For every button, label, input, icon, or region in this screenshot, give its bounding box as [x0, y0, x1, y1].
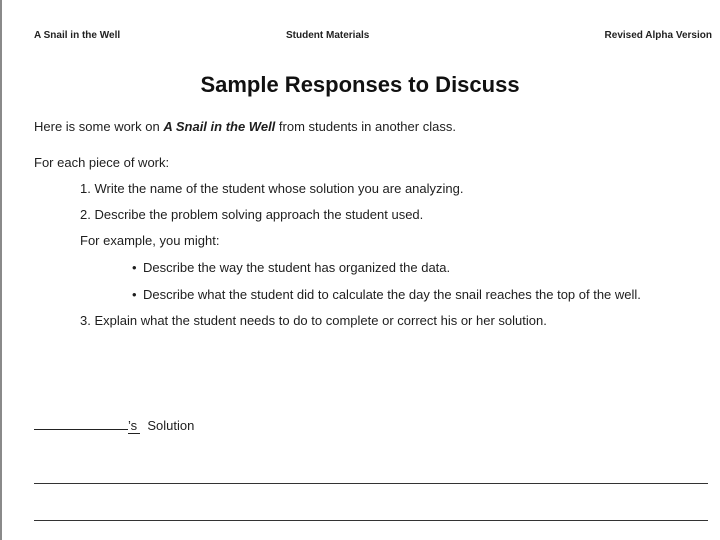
- header-lesson-title: A Snail in the Well: [34, 30, 121, 41]
- possessive-suffix: ’s: [128, 418, 140, 434]
- answer-line[interactable]: [34, 483, 708, 484]
- student-name-blank[interactable]: [34, 418, 128, 430]
- bullet-icon: •: [132, 260, 137, 275]
- for-each-heading: For each piece of work:: [34, 155, 170, 170]
- step-1: 1. Write the name of the student whose solution you are analyzing.: [80, 181, 464, 196]
- intro-suffix: from students in another class.: [275, 119, 456, 134]
- example-label: For example, you might:: [80, 233, 220, 248]
- bullet-item: [132, 260, 450, 275]
- solution-label: Solution: [147, 418, 195, 433]
- bullet-text: Describe what the student did to calculate the day the snail reaches the top of the well.: [143, 287, 641, 302]
- step-2: 2. Describe the problem solving approach the student used.: [80, 207, 424, 222]
- header-version-label: Revised Alpha Version: [604, 30, 712, 41]
- intro-text: [34, 119, 456, 134]
- bullet-text: Describe the way the student has organized the data.: [143, 260, 451, 275]
- page-header: [34, 30, 712, 44]
- solution-heading: [34, 418, 194, 434]
- bullet-icon: •: [132, 287, 137, 302]
- page-title: Sample Responses to Discuss: [200, 72, 520, 97]
- intro-emphasis: A Snail in the Well: [163, 119, 276, 134]
- intro-prefix: Here is some work on: [34, 119, 164, 134]
- bullet-item: [132, 287, 641, 302]
- step-3: 3. Explain what the student needs to do to complete or correct his or her solution.: [80, 313, 547, 328]
- header-materials-label: Student Materials: [286, 30, 370, 41]
- answer-line[interactable]: [34, 520, 708, 521]
